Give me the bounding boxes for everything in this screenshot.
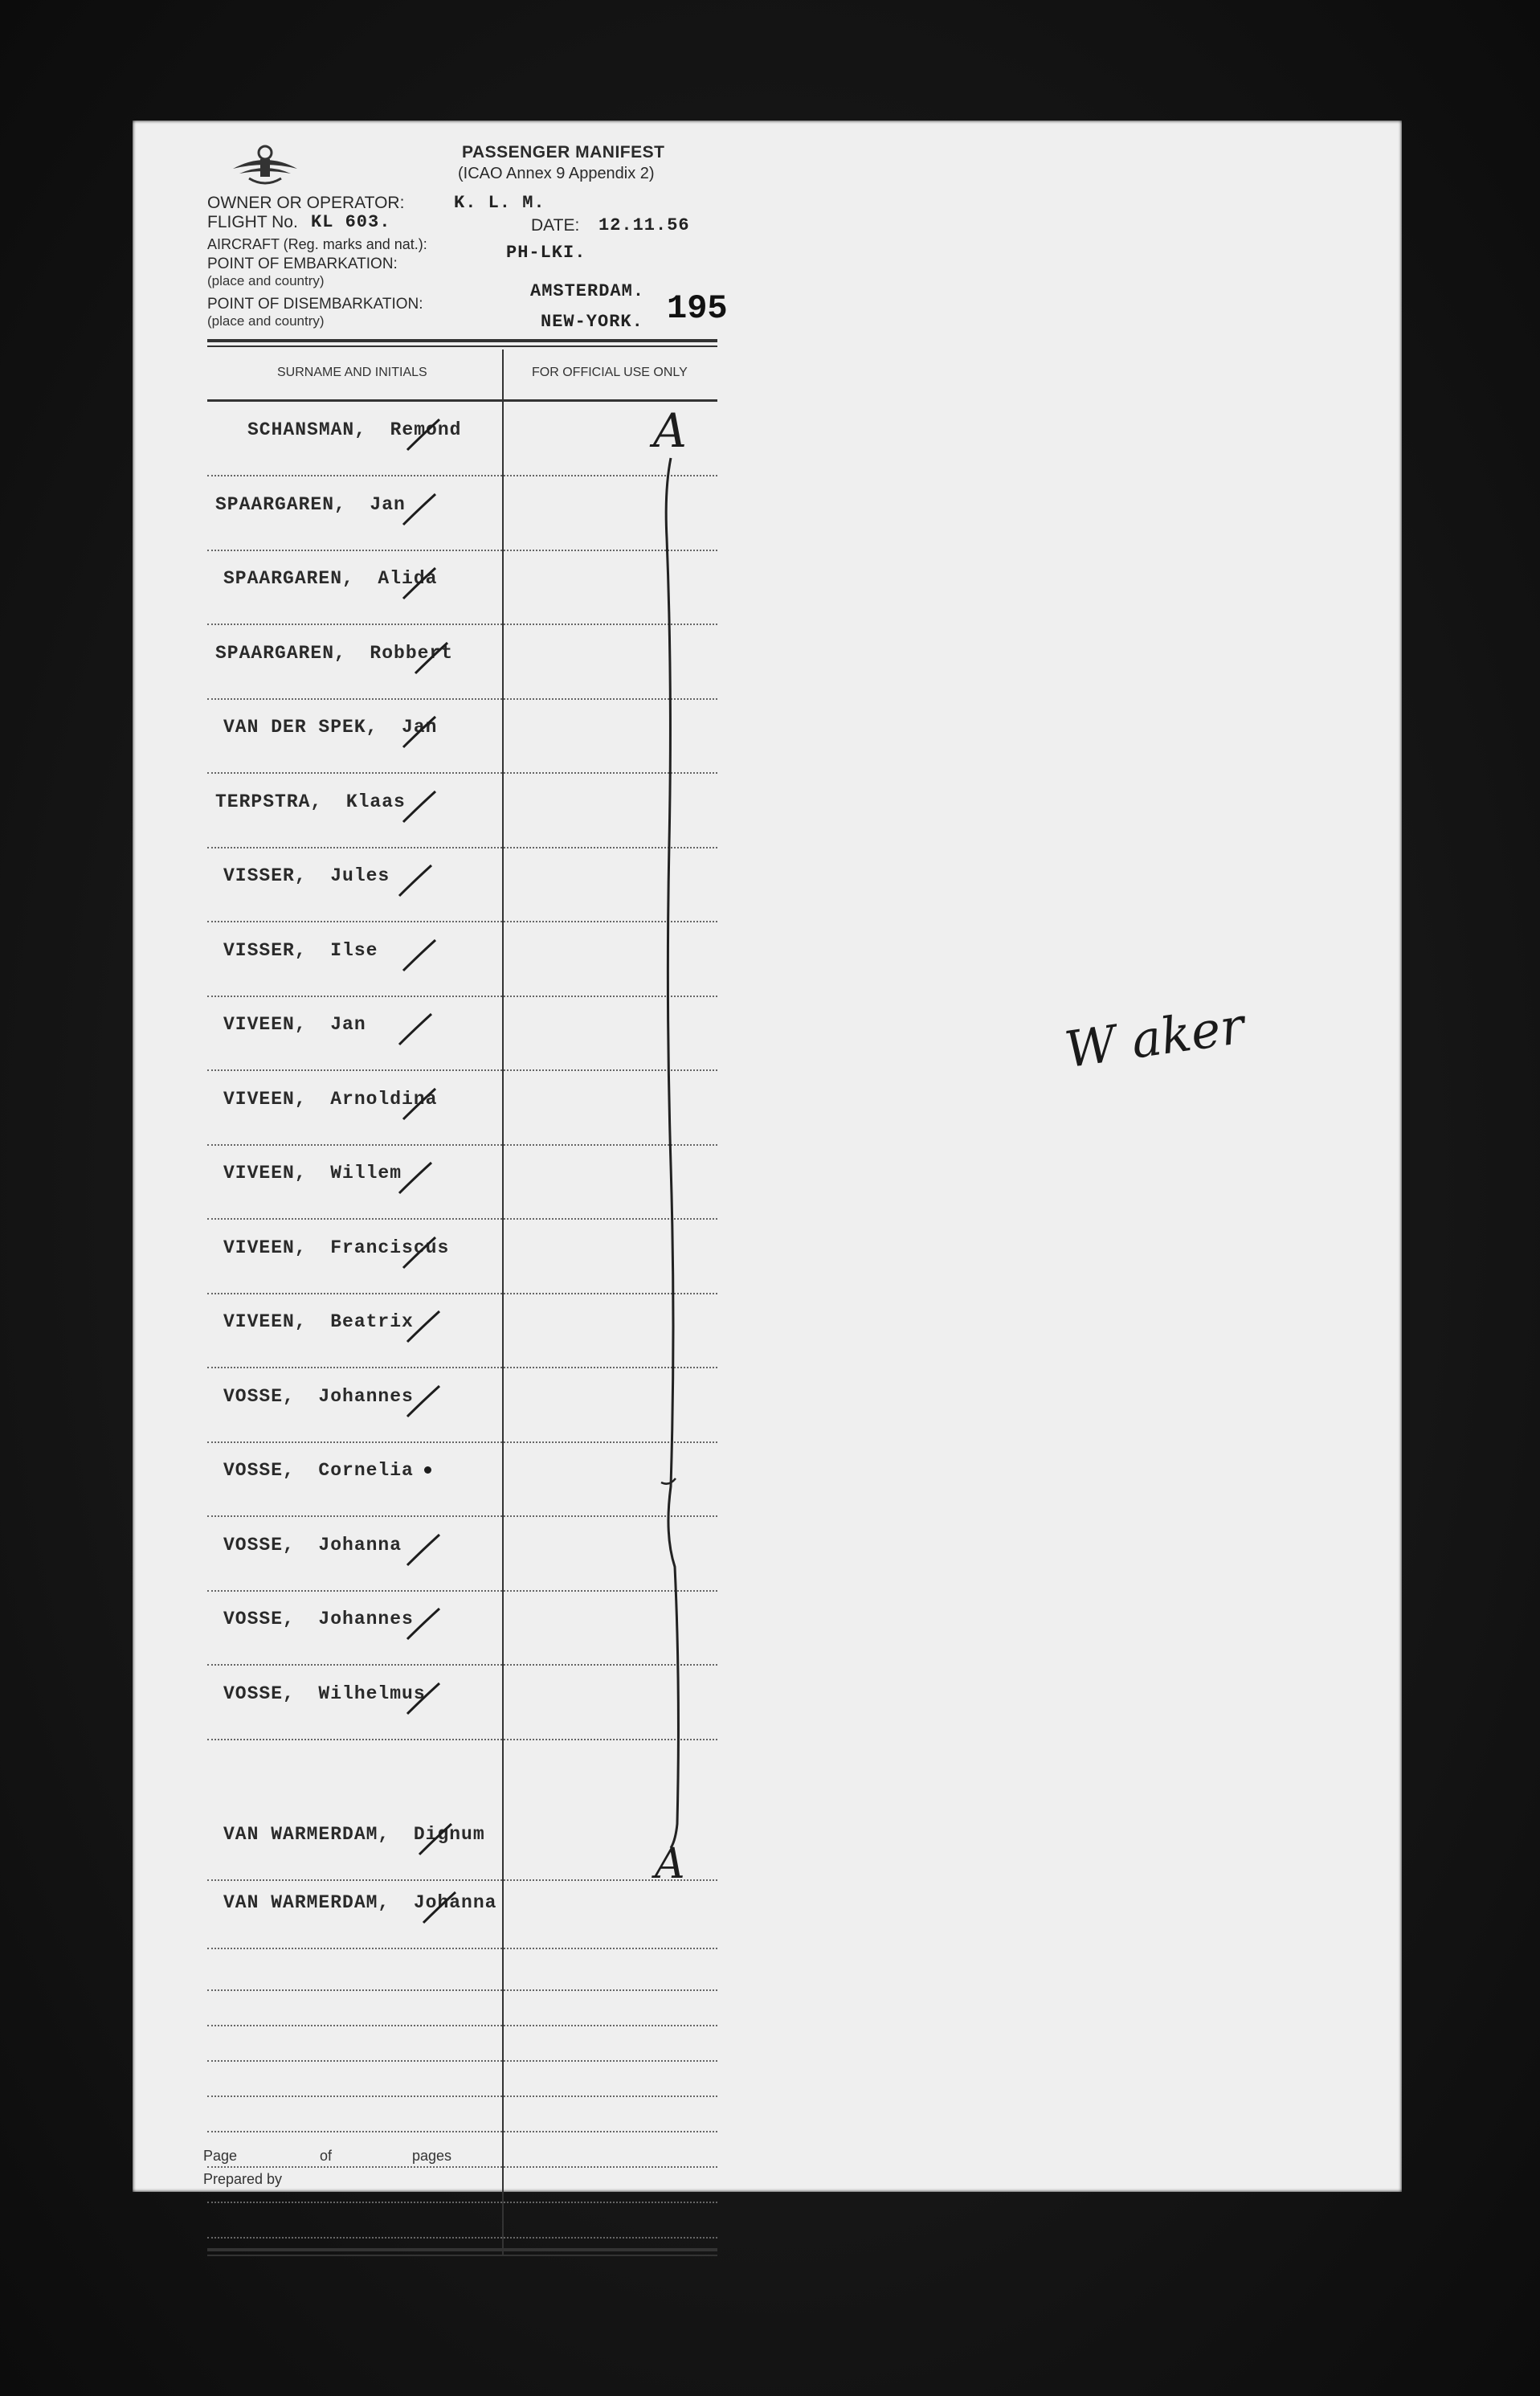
passenger-name: VIVEEN, Franciscus: [223, 1237, 450, 1258]
passenger-name: SPAARGAREN, Alida: [223, 568, 438, 589]
embarkation-value: AMSTERDAM.: [530, 281, 645, 301]
passenger-name: VIVEEN, Jan: [223, 1014, 366, 1035]
passenger-name: SPAARGAREN, Jan: [215, 493, 406, 515]
flight-label: FLIGHT No.: [207, 213, 298, 231]
prepared-by-label: Prepared by: [203, 2171, 283, 2187]
blank-row: [207, 2202, 717, 2239]
aircraft-label: AIRCRAFT (Reg. marks and nat.):: [207, 236, 427, 252]
passenger-name: VOSSE, Johannes: [223, 1385, 414, 1407]
disembarkation-label: POINT OF DISEMBARKATION:: [207, 296, 423, 313]
footer-rule: [207, 2248, 717, 2251]
passenger-name: VOSSE, Johannes: [223, 1609, 414, 1629]
owner-value: K. L. M.: [454, 193, 545, 213]
official-bracket-mark: [133, 121, 743, 2049]
date-value: 12.11.56: [598, 215, 690, 235]
passenger-name: VIVEEN, Beatrix: [223, 1311, 414, 1332]
handwritten-note: [1061, 996, 1248, 1080]
passenger-name: VISSER, Jules: [223, 865, 390, 886]
passenger-name: SCHANSMAN, Remond: [247, 419, 462, 440]
pages-label: pages: [412, 2148, 452, 2164]
page-stamp-number: 195: [667, 289, 728, 328]
blank-row: [207, 2166, 717, 2203]
official-mark-bottom: A: [655, 1840, 685, 1888]
disembarkation-sub-label: (place and country): [207, 313, 325, 329]
manifest-sheet: [133, 121, 1402, 2192]
page-label: Page: [203, 2148, 238, 2164]
passenger-name: VOSSE, Johanna: [223, 1534, 402, 1556]
passenger-name: VAN WARMERDAM, Dignum: [223, 1824, 485, 1845]
passenger-name: VIVEEN, Willem: [223, 1163, 402, 1184]
blank-row: [207, 2131, 717, 2168]
surname-column-header: SURNAME AND INITIALS: [277, 366, 427, 379]
official-use-column-header: FOR OFFICIAL USE ONLY: [532, 366, 688, 379]
of-label: of: [320, 2148, 333, 2164]
blank-row: [207, 2095, 717, 2132]
manifest-subtitle: (ICAO Annex 9 Appendix 2): [458, 165, 655, 182]
passenger-name: SPAARGAREN, Robbert: [215, 642, 454, 664]
owner-label: OWNER OR OPERATOR:: [207, 194, 405, 212]
passenger-name: VIVEEN, Arnoldina: [223, 1088, 438, 1110]
handwritten-note-text: W aker: [1061, 996, 1248, 1080]
flight-value: KL 603.: [311, 212, 391, 232]
passenger-name: VAN WARMERDAM, Johanna: [223, 1892, 497, 1913]
manifest-title: PASSENGER MANIFEST: [462, 143, 665, 162]
passenger-name: TERPSTRA, Klaas: [215, 791, 406, 812]
footer-rule-thin: [207, 2255, 717, 2256]
disembarkation-value: NEW-YORK.: [541, 312, 643, 332]
embarkation-sub-label: (place and country): [207, 273, 325, 288]
passenger-name: VOSSE, Cornelia: [223, 1460, 414, 1481]
blank-row: [207, 2060, 717, 2097]
date-label: DATE:: [531, 216, 580, 235]
passenger-name: VAN DER SPEK, Jan: [223, 717, 438, 738]
embarkation-label: POINT OF EMBARKATION:: [207, 256, 398, 272]
passenger-name: VISSER, Ilse: [223, 939, 378, 961]
passenger-name: VOSSE, Wilhelmus: [223, 1683, 426, 1704]
aircraft-value: PH-LKI.: [506, 243, 586, 263]
official-mark-top: A: [653, 403, 687, 458]
